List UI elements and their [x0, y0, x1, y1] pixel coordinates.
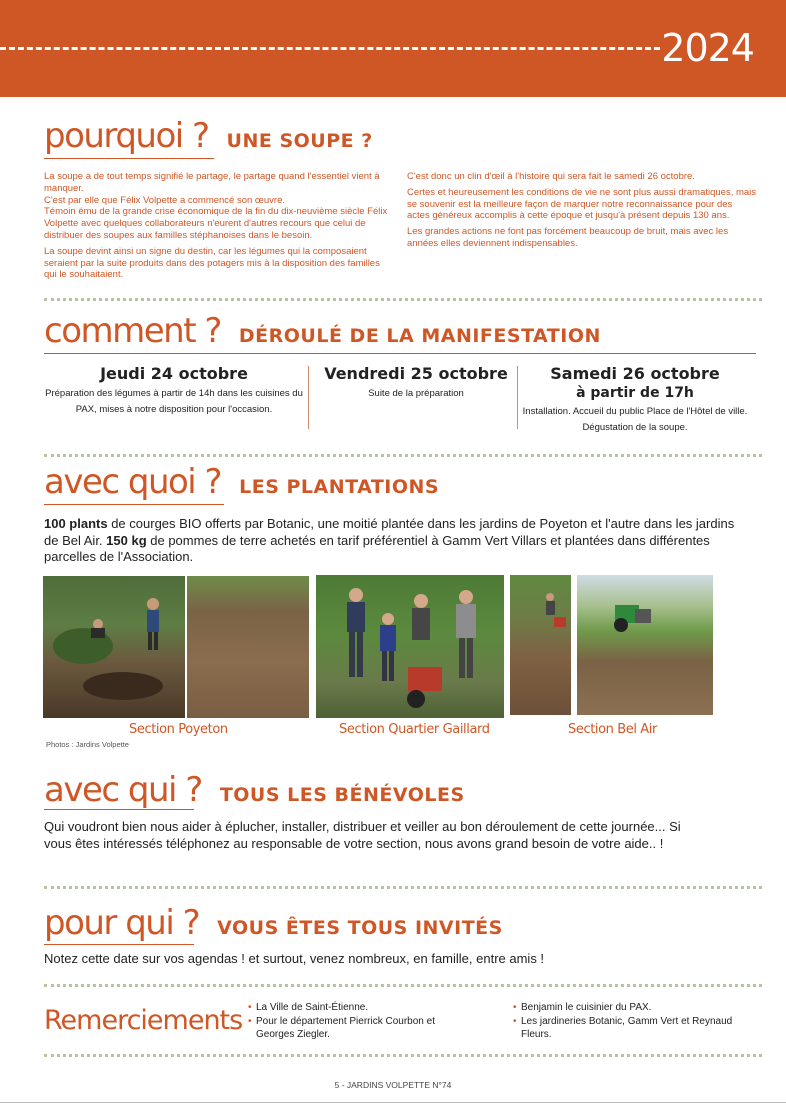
- tiller-illustration: [510, 575, 571, 715]
- plantations-text: [44, 516, 744, 566]
- section-subtitle: VOUS ÊTES TOUS INVITÉS: [217, 917, 503, 939]
- caption-poyeton: Section Poyeton: [129, 722, 228, 737]
- header-year: 2024: [661, 26, 754, 70]
- bold-figure: 100 plants: [44, 516, 108, 531]
- list-item: • La Ville de Saint-Étienne.: [248, 1001, 468, 1015]
- photo-quartier-gaillard: [316, 575, 504, 718]
- photo-bel-air-2: [577, 575, 713, 715]
- title-underline: [44, 504, 224, 505]
- benevoles-text: Qui voudront bien nous aider à éplucher, installer, distribuer et veiller au bon déroulement de cette journée... Si vous êtes intéressés téléphonez au responsable de votre section, nous avons grand besoin de votre aide.. !: [44, 819, 681, 851]
- title-underline: [44, 158, 214, 159]
- dotted-separator: [44, 984, 762, 987]
- photo-credit: Photos : Jardins Volpette: [46, 740, 129, 749]
- day-block-vendredi: [312, 364, 520, 402]
- thanks-list-1: [248, 1001, 468, 1042]
- section-question: avec qui ?: [44, 770, 202, 810]
- dotted-separator: [44, 886, 762, 889]
- list-item: • Les jardineries Botanic, Gamm Vert et Reynaud Fleurs.: [513, 1015, 743, 1042]
- section-title-avec-quoi: [44, 462, 439, 502]
- title-underline: [44, 809, 194, 810]
- photo-poyeton-2: [187, 576, 309, 718]
- day-title: Samedi 26 octobre: [550, 364, 720, 383]
- section-subtitle: LES PLANTATIONS: [239, 476, 440, 498]
- section-question: pourquoi ?: [44, 116, 209, 156]
- gardeners-group-illustration: [316, 575, 504, 718]
- pourquoi-right-column: [407, 171, 757, 254]
- paragraph: La soupe a de tout temps signifié le partage, le partage quand l'essentiel vient à manquer. C'est par elle que Félix Volpette a commencé son œuvre. Témoin ému de la grande crise économique de la fin du dix-neuvième siècle Félix Volpette avec quelques collaborateurs n'eurent d'autres recours que celui de distribuer des soupes aux familles stéphanoises dans le besoin.: [44, 171, 388, 241]
- list-item: • Benjamin le cuisinier du PAX.: [513, 1001, 743, 1015]
- page-footer: 5 - JARDINS VOLPETTE N°74: [334, 1080, 452, 1090]
- photo-poyeton-1: [43, 576, 185, 718]
- photo-bel-air-1: [510, 575, 571, 715]
- day-block-jeudi: [44, 364, 304, 418]
- dotted-separator: [44, 298, 762, 301]
- day-divider: [308, 366, 309, 429]
- caption-quartier-gaillard: Section Quartier Gaillard: [339, 722, 490, 737]
- caption-bel-air: Section Bel Air: [568, 722, 657, 737]
- day-divider: [517, 366, 518, 429]
- page-header-band: [0, 0, 786, 97]
- header-dashed-line: [0, 47, 660, 50]
- paragraph: C'est donc un clin d'œil à l'histoire qui sera fait le samedi 26 octobre.: [407, 171, 695, 182]
- day-title: Vendredi 25 octobre: [324, 364, 508, 383]
- paragraph: Les grandes actions ne font pas forcément beaucoup de bruit, mais avec les années elles deviennent indispensables.: [407, 226, 729, 249]
- pourquoi-left-column: [44, 171, 394, 285]
- day-block-samedi: [520, 364, 750, 436]
- title-underline: [44, 353, 756, 354]
- section-subtitle: DÉROULÉ DE LA MANIFESTATION: [238, 325, 601, 347]
- section-title-pour-qui: [44, 903, 503, 943]
- text-run: de courges BIO offerts par Botanic, une moitié plantée dans les jardins de Poyeton et l'autre dans les jardins de Bel Air.: [44, 516, 735, 548]
- paragraph: Certes et heureusement les conditions de vie ne sont plus aussi dramatiques, mais se souvenir est la meilleure façon de marquer notre reconnaissance pour des actes généreux accomplis à cette époque et jusqu'à présent depuis 130 ans.: [407, 186, 757, 222]
- section-subtitle: UNE SOUPE ?: [226, 130, 373, 152]
- day-text: Installation. Accueil du public Place de l'Hôtel de ville. Dégustation de la soupe.: [522, 406, 748, 433]
- section-question: avec quoi ?: [44, 462, 222, 502]
- title-underline: [44, 944, 194, 945]
- invites-text: Notez cette date sur vos agendas ! et surtout, venez nombreux, en famille, entre amis !: [44, 951, 545, 966]
- dotted-separator: [44, 1054, 762, 1057]
- section-question: pour qui ?: [44, 903, 200, 943]
- day-title: Jeudi 24 octobre: [100, 364, 248, 383]
- gardeners-photo-illustration: [43, 576, 185, 718]
- day-text: Suite de la préparation: [368, 388, 464, 399]
- section-title-avec-qui: [44, 770, 465, 810]
- section-subtitle: TOUS LES BÉNÉVOLES: [219, 784, 465, 806]
- tractor-illustration: [577, 575, 713, 715]
- list-item: • Pour le département Pierrick Courbon et Georges Ziegler.: [248, 1015, 468, 1042]
- section-title-pourquoi: [44, 116, 373, 156]
- day-time: à partir de 17h: [576, 385, 694, 401]
- bold-figure: 150 kg: [106, 532, 147, 548]
- day-text: Préparation des légumes à partir de 14h dans les cuisines du PAX, mises à notre disposition pour l'occasion.: [45, 388, 303, 415]
- thanks-list-2: [513, 1001, 743, 1042]
- remerciements-title: Remerciements: [44, 1005, 243, 1036]
- paragraph: La soupe devint ainsi un signe du destin, car les légumes qui la composaient seraient par la suite produits dans des potagers mis à la disposition des familles qui le souhaitaient.: [44, 245, 380, 281]
- section-title-comment: [44, 311, 601, 351]
- footer-line: [0, 1102, 786, 1103]
- section-question: comment ?: [44, 311, 221, 351]
- dotted-separator: [44, 454, 762, 457]
- text-run: de pommes de terre achetés en tarif préférentiel à Gamm Vert Villars et plantées dans différentes parcelles de l'Association.: [44, 532, 710, 564]
